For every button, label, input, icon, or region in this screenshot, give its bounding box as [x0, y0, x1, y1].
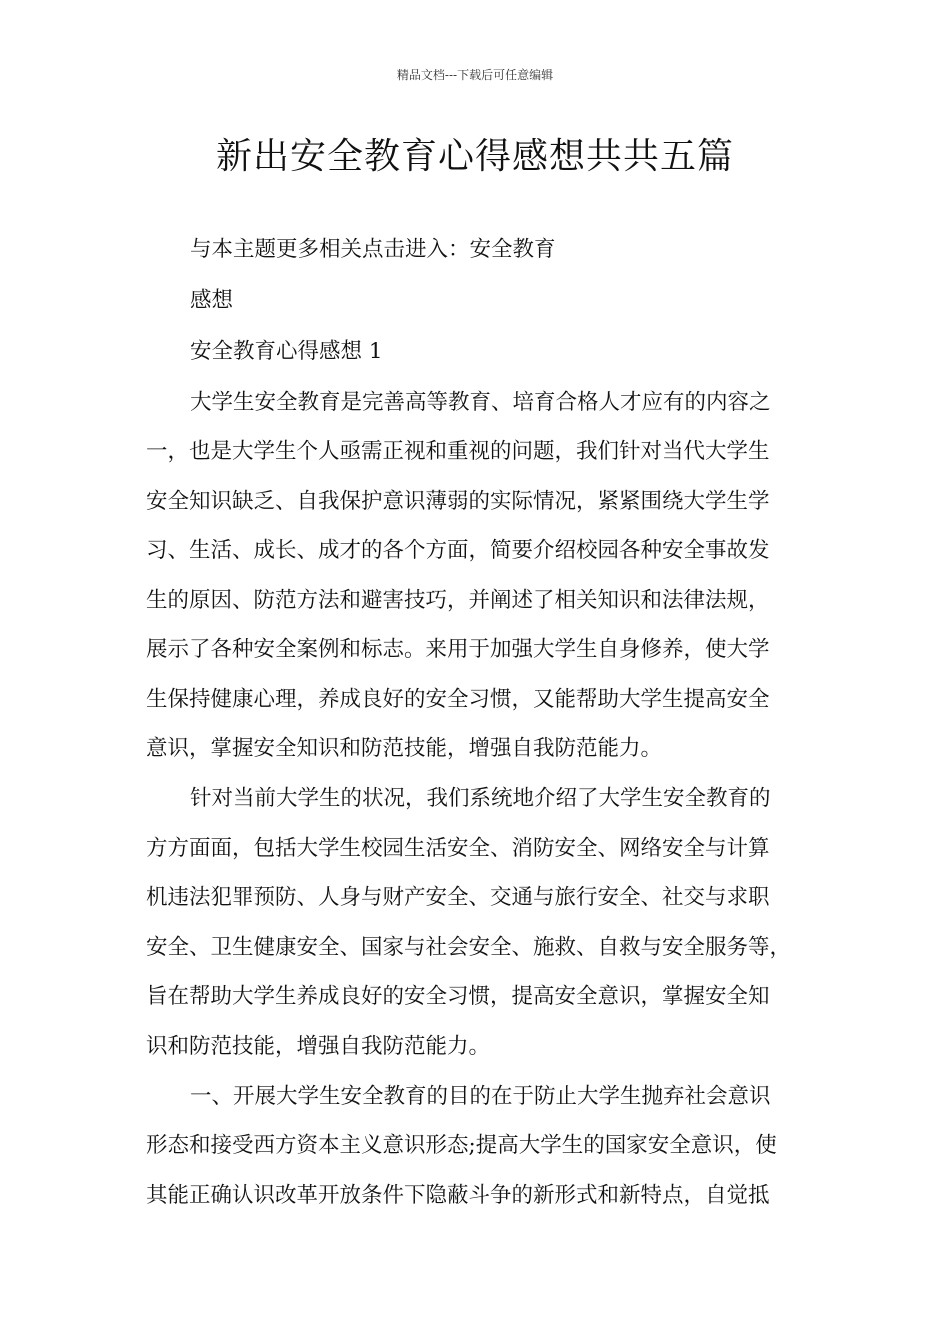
paragraph-line: 一、开展大学生安全教育的目的在于防止大学生抛弃社会意识	[190, 1084, 771, 1109]
paragraph-line: 形态和接受西方资本主义意识形态;提高大学生的国家安全意识，使	[146, 1133, 777, 1158]
document-title: 新出安全教育心得感想共共五篇	[215, 136, 734, 177]
paragraph-line: 安全知识缺乏、自我保护意识薄弱的实际情况，紧紧围绕大学生学	[146, 489, 770, 514]
paragraph-line: 识和防范技能，增强自我防范能力。	[146, 1034, 491, 1059]
header-note: 精品文档---下载后可任意编辑	[396, 68, 554, 82]
paragraph-line: 旨在帮助大学生养成良好的安全习惯，提高安全意识，掌握安全知	[146, 984, 770, 1009]
paragraph-line: 一，也是大学生个人亟需正视和重视的问题，我们针对当代大学生	[146, 439, 770, 464]
related-link-line: 与本主题更多相关点击进入：安全教育	[190, 237, 556, 262]
paragraph-line: 大学生安全教育是完善高等教育、培育合格人才应有的内容之	[190, 390, 771, 415]
related-link-line: 感想	[190, 288, 234, 313]
section-heading: 安全教育心得感想 1	[190, 339, 383, 364]
paragraph-line: 方方面面，包括大学生校园生活安全、消防安全、网络安全与计算	[146, 836, 770, 861]
paragraph-line: 展示了各种安全案例和标志。来用于加强大学生自身修养，使大学	[146, 637, 770, 662]
paragraph-line: 意识，掌握安全知识和防范技能，增强自我防范能力。	[146, 736, 663, 761]
paragraph-line: 机违法犯罪预防、人身与财产安全、交通与旅行安全、社交与求职	[146, 885, 770, 910]
paragraph-line: 针对当前大学生的状况，我们系统地介绍了大学生安全教育的	[190, 786, 771, 811]
paragraph-line: 生保持健康心理，养成良好的安全习惯，又能帮助大学生提高安全	[146, 687, 770, 712]
paragraph-line: 习、生活、成长、成才的各个方面，简要介绍校园各种安全事故发	[146, 538, 770, 563]
paragraph-line: 安全、卫生健康安全、国家与社会安全、施救、自救与安全服务等，	[146, 935, 792, 960]
paragraph-line: 生的原因、防范方法和避害技巧，并阐述了相关知识和法律法规，	[146, 588, 770, 613]
paragraph-line: 其能正确认识改革开放条件下隐蔽斗争的新形式和新特点，自觉抵	[146, 1183, 770, 1208]
